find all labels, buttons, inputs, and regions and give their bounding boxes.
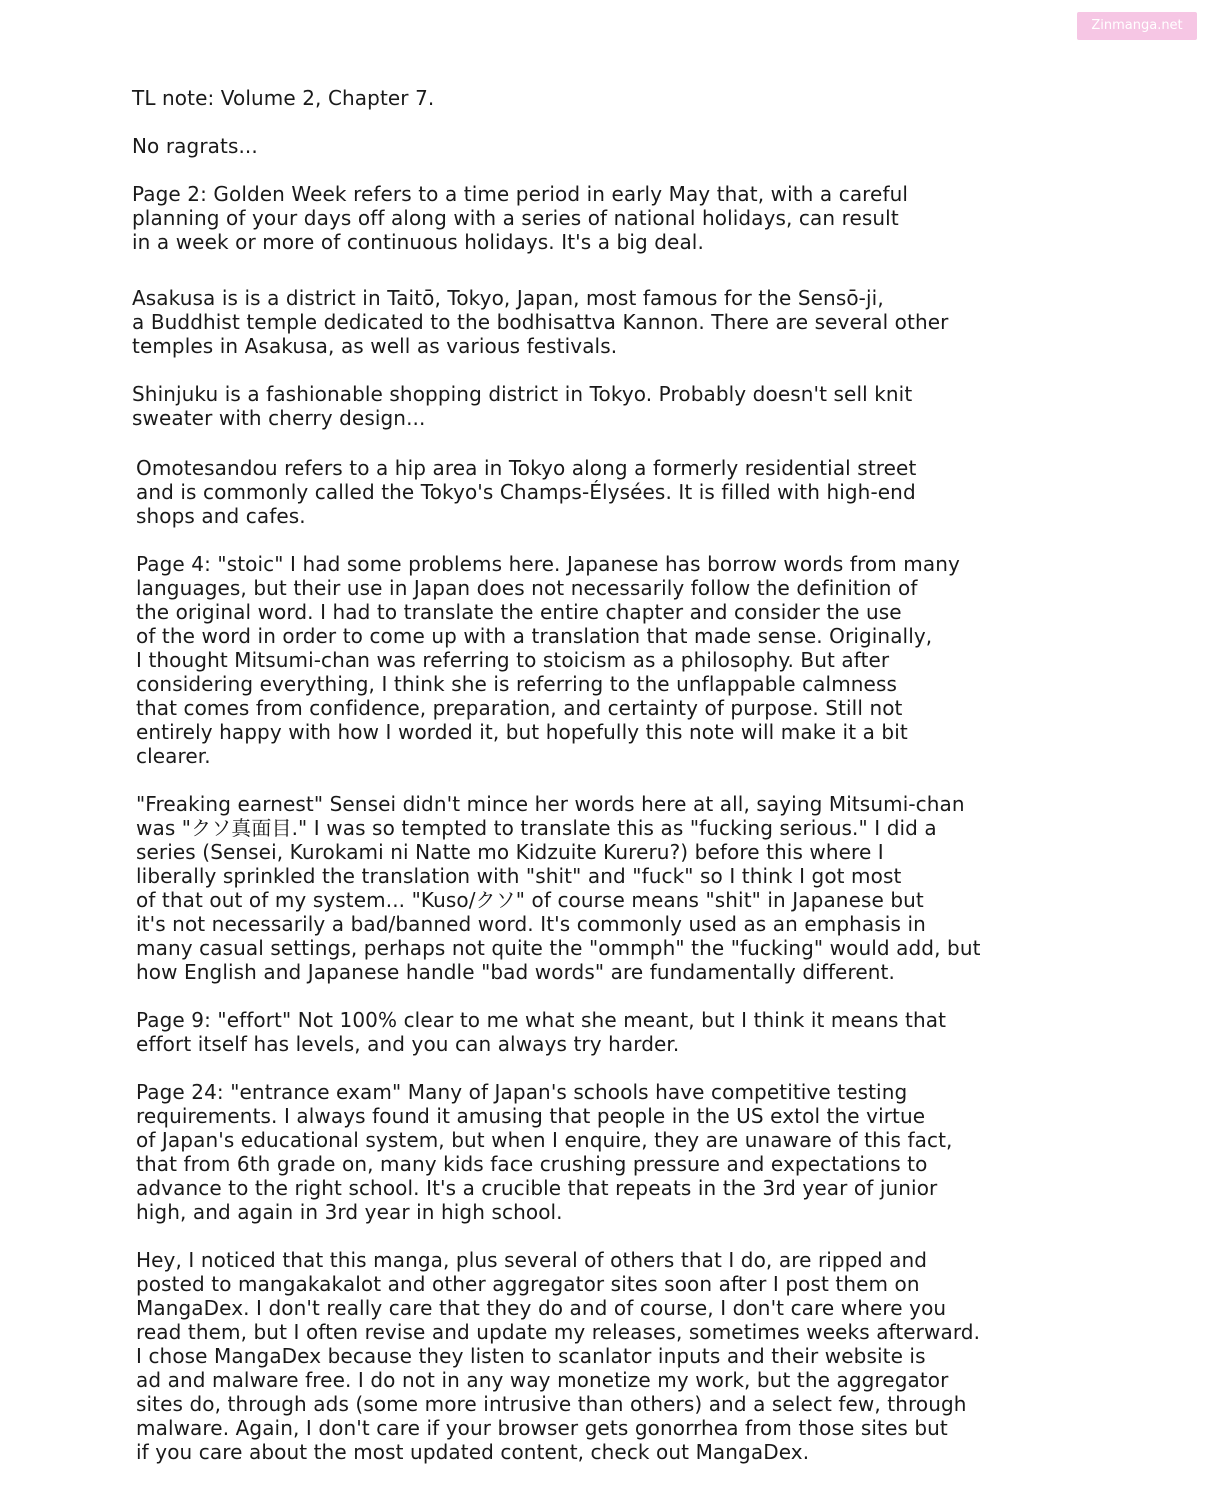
note-paragraph: No ragrats... — [132, 134, 258, 158]
note-paragraph: Asakusa is is a district in Taitō, Tokyo, Japan, most famous for the Sensō-ji, a Buddhist temple dedicated to the bodhisattva Kannon. There are several other temples in Asakusa, as well as various festivals. — [132, 286, 949, 358]
site-watermark: Zinmanga.net — [1077, 12, 1197, 40]
note-paragraph: Page 9: "effort" Not 100% clear to me what she meant, but I think it means that effort itself has levels, and you can always try harder. — [136, 1008, 947, 1056]
note-paragraph: Page 24: "entrance exam" Many of Japan's schools have competitive testing requirements. I always found it amusing that people in the US extol the virtue of Japan's educational system, but when I enquire, they are unaware of this fact, that from 6th grade on, many kids face crushing pressure and expectations to advance to the right school. It's a crucible that repeats in the 3rd year of junior high, and again in 3rd year in high school. — [136, 1080, 953, 1224]
translator-notes — [132, 86, 1072, 1464]
note-paragraph: Hey, I noticed that this manga, plus several of others that I do, are ripped and posted to mangakakalot and other aggregator sites soon after I post them on MangaDex. I don't really care that they do and of course, I don't care where you read them, but I often revise and update my releases, sometimes weeks afterward. I chose MangaDex because they listen to scanlator inputs and their website is ad and malware free. I do not in any way monetize my work, but the aggregator sites do, through ads (some more intrusive than others) and a select few, through malware. Again, I don't care if your browser gets gonorrhea from those sites but if you care about the most updated content, check out MangaDex. — [136, 1248, 981, 1464]
note-paragraph: Omotesandou refers to a hip area in Tokyo along a formerly residential street and is commonly called the Tokyo's Champs-Élysées. It is filled with high-end shops and cafes. — [136, 456, 917, 528]
note-paragraph: Shinjuku is a fashionable shopping district in Tokyo. Probably doesn't sell knit sweater with cherry design... — [132, 382, 913, 430]
note-heading: TL note: Volume 2, Chapter 7. — [132, 86, 435, 110]
note-paragraph: "Freaking earnest" Sensei didn't mince her words here at all, saying Mitsumi-chan was "クソ真面目." I was so tempted to translate this as "fucking serious." I did a series (Sensei, Kurokami ni Natte mo Kidzuite Kureru?) before this where I liberally sprinkled the translation with "shit" and "fuck" so I think I got most of that out of my system... "Kuso/クソ" of course means "shit" in Japanese but it's not necessarily a bad/banned word. It's commonly used as an emphasis in many casual settings, perhaps not quite the "ommph" the "fucking" would add, but how English and Japanese handle "bad words" are fundamentally different. — [136, 792, 981, 984]
note-paragraph: Page 4: "stoic" I had some problems here. Japanese has borrow words from many languages, but their use in Japan does not necessarily follow the definition of the original word. I had to translate the entire chapter and consider the use of the word in order to come up with a translation that made sense. Originally, I thought Mitsumi-chan was referring to stoicism as a philosophy. But after considering everything, I think she is referring to the unflappable calmness that comes from confidence, preparation, and certainty of purpose. Still not entirely happy with how I worded it, but hopefully this note will make it a bit clearer. — [136, 552, 960, 768]
note-paragraph: Page 2: Golden Week refers to a time period in early May that, with a careful planning of your days off along with a series of national holidays, can result in a week or more of continuous holidays. It's a big deal. — [132, 182, 909, 254]
